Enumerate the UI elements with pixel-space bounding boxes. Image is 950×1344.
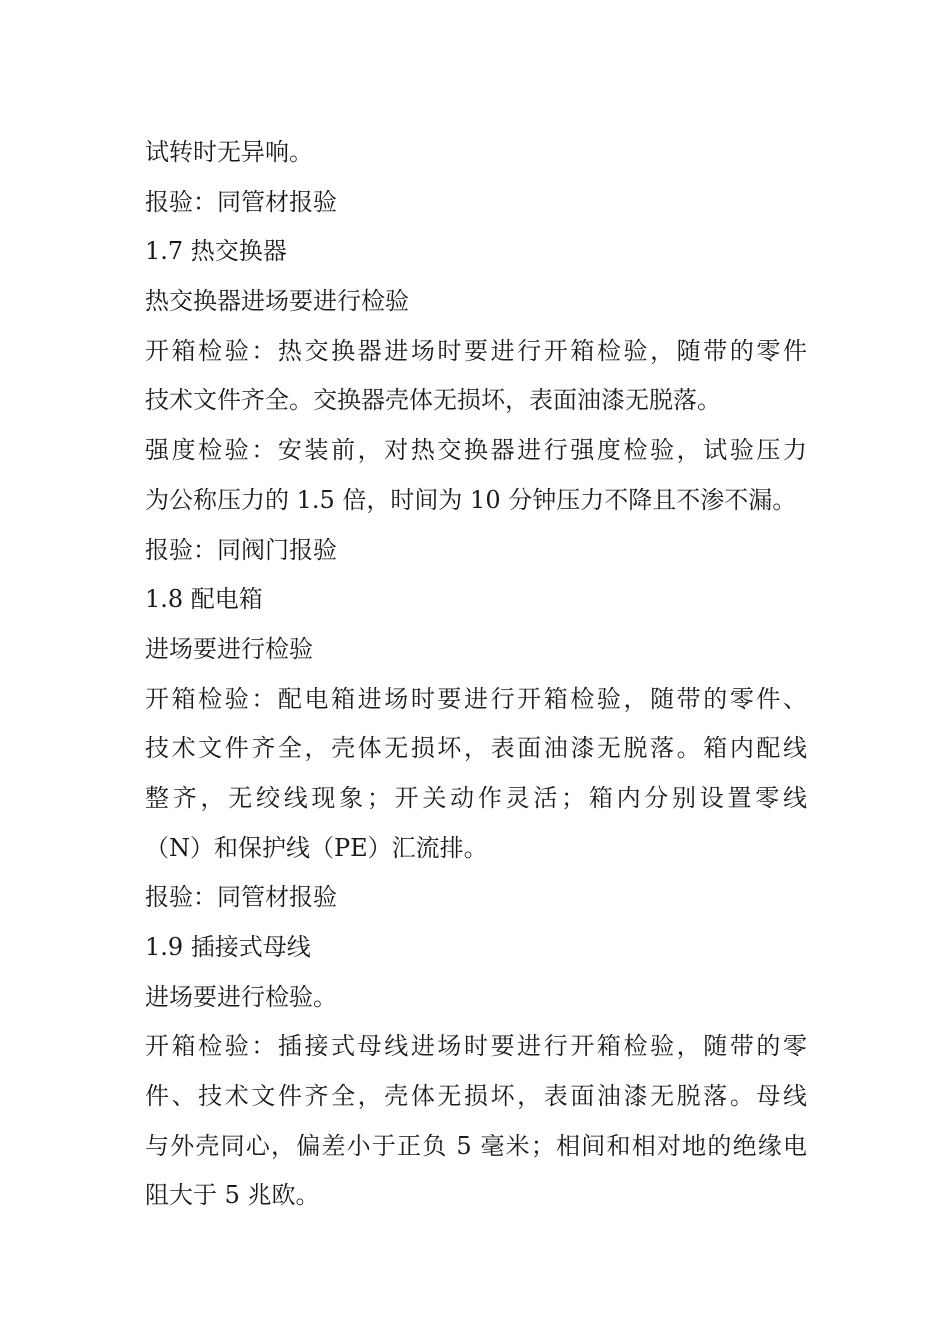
text-line: 进场要进行检验	[145, 634, 313, 663]
text-line: 报验：同阀门报验	[145, 535, 337, 564]
text-line: 件、技术文件齐全，壳体无损坏，表面油漆无脱落。母线	[145, 1082, 807, 1111]
text-line: 开箱检验：配电箱进场时要进行开箱检验，随带的零件、	[145, 684, 807, 713]
text-line: 整齐，无绞线现象；开关动作灵活；箱内分别设置零线	[145, 783, 807, 812]
text-line: 阻大于 5 兆欧。	[145, 1181, 320, 1210]
text-line: 技术文件齐全。交换器壳体无损坏，表面油漆无脱落。	[145, 386, 721, 415]
text-line: 为公称压力的 1.5 倍，时间为 10 分钟压力不降且不渗不漏。	[145, 485, 797, 514]
text-line: （N）和保护线（PE）汇流排。	[145, 833, 488, 862]
text-line: 报验：同管材报验	[145, 883, 337, 912]
text-line: 技术文件齐全，壳体无损坏，表面油漆无脱落。箱内配线	[145, 734, 807, 763]
text-line: 与外壳同心，偏差小于正负 5 毫米；相间和相对地的绝缘电	[145, 1131, 807, 1160]
section-heading: 1.8 配电箱	[145, 585, 263, 614]
text-line: 报验：同管材报验	[145, 187, 337, 216]
text-line: 试转时无异响。	[145, 138, 313, 166]
text-line: 开箱检验：热交换器进场时要进行开箱检验，随带的零件	[145, 336, 807, 365]
text-line: 热交换器进场要进行检验	[145, 287, 409, 316]
section-heading: 1.7 热交换器	[145, 237, 287, 266]
text-line: 开箱检验：插接式母线进场时要进行开箱检验，随带的零	[145, 1032, 807, 1061]
document-body	[145, 128, 807, 1221]
section-heading: 1.9 插接式母线	[145, 933, 311, 961]
text-line: 强度检验：安装前，对热交换器进行强度检验，试验压力	[145, 436, 807, 465]
text-line: 进场要进行检验。	[145, 982, 337, 1011]
